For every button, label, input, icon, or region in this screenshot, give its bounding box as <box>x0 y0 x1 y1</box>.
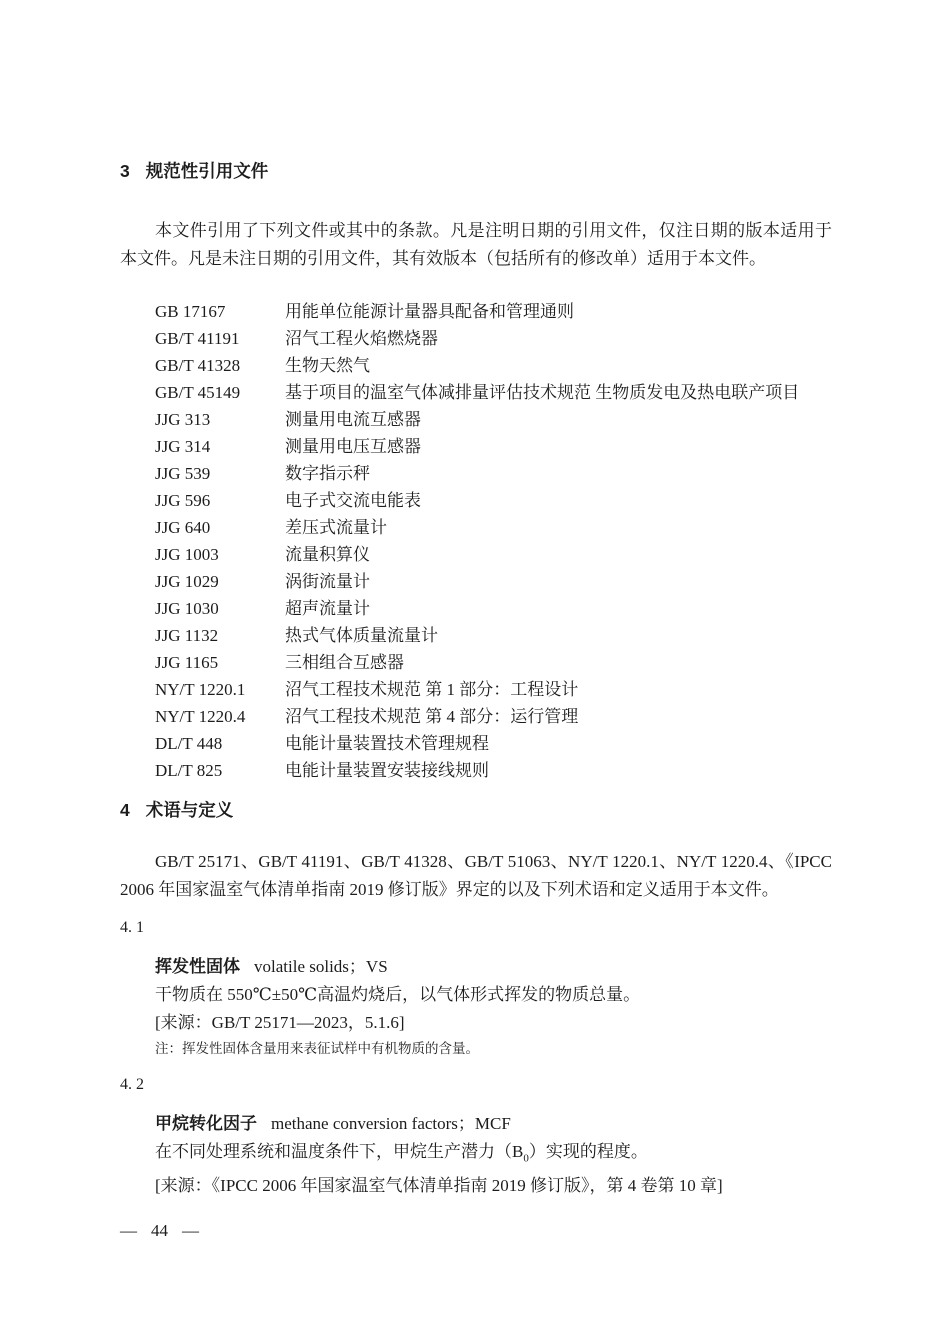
reference-code: GB/T 45149 <box>155 383 241 402</box>
reference-title: 流量积算仪 <box>285 545 370 564</box>
reference-row <box>120 730 832 757</box>
reference-code: JJG 596 <box>155 491 211 510</box>
reference-code: JJG 314 <box>155 437 211 456</box>
reference-title: 数字指示秤 <box>285 464 370 483</box>
section3-heading-title: 规范性引用文件 <box>145 161 269 181</box>
reference-title: 电子式交流电能表 <box>285 491 421 510</box>
reference-row <box>120 757 832 784</box>
term-block-4-2 <box>155 1110 832 1200</box>
reference-code: JJG 640 <box>155 518 211 537</box>
reference-title: 电能计量装置技术管理规程 <box>285 734 489 753</box>
reference-title: 电能计量装置安装接线规则 <box>285 761 489 780</box>
reference-title: 三相组合互感器 <box>285 653 404 672</box>
term-4-1-english: volatile solids；VS <box>254 957 388 976</box>
reference-code: JJG 1003 <box>155 545 219 564</box>
reference-title: 沼气工程技术规范 第 4 部分：运行管理 <box>285 707 579 726</box>
reference-row <box>120 541 832 568</box>
reference-code: GB 17167 <box>155 302 226 321</box>
reference-code: JJG 539 <box>155 464 211 483</box>
clause-4-2-number: 4. 2 <box>120 1076 144 1093</box>
reference-row <box>120 649 832 676</box>
term-4-2-title-line <box>155 1110 832 1138</box>
reference-title: 测量用电压互感器 <box>285 437 421 456</box>
reference-code: JJG 1165 <box>155 653 219 672</box>
term-4-2-definition-post: ）实现的程度。 <box>528 1142 648 1161</box>
reference-row <box>120 703 832 730</box>
term-4-1-definition: 干物质在 550℃±50℃高温灼烧后，以气体形式挥发的物质总量。 <box>155 985 641 1004</box>
section4-heading-title: 术语与定义 <box>145 800 234 820</box>
reference-row <box>120 595 832 622</box>
term-4-2-english: methane conversion factors；MCF <box>271 1114 511 1133</box>
reference-row <box>120 406 832 433</box>
term-4-2-chinese: 甲烷转化因子 <box>155 1114 257 1133</box>
reference-title: 测量用电流互感器 <box>285 410 421 429</box>
section3-heading <box>120 161 832 181</box>
reference-code: GB/T 41191 <box>155 329 240 348</box>
reference-code: JJG 1132 <box>155 626 219 645</box>
term-4-1-source: [来源：GB/T 25171—2023，5.1.6] <box>155 1013 405 1032</box>
reference-code: NY/T 1220.1 <box>155 680 246 699</box>
footer-dash-left: — <box>120 1221 137 1240</box>
term-4-2-definition <box>155 1138 832 1172</box>
reference-row <box>120 433 832 460</box>
page-number: 44 <box>151 1221 168 1240</box>
reference-title: 基于项目的温室气体减排量评估技术规范 生物质发电及热电联产项目 <box>285 383 800 402</box>
term-block-4-1 <box>155 953 832 1061</box>
reference-title: 热式气体质量流量计 <box>285 626 438 645</box>
reference-row <box>120 568 832 595</box>
reference-title: 超声流量计 <box>285 599 370 618</box>
term-4-1-note: 注：挥发性固体含量用来表征试样中有机物质的含量。 <box>155 1041 479 1056</box>
section4-heading <box>120 800 832 820</box>
reference-row <box>120 352 832 379</box>
reference-code: DL/T 448 <box>155 734 223 753</box>
page-footer <box>120 1220 199 1242</box>
reference-row <box>120 298 832 325</box>
reference-code: JJG 1029 <box>155 572 219 591</box>
term-4-2-source: [来源：《IPCC 2006 年国家温室气体清单指南 2019 修订版》，第 4 卷第 10 章] <box>155 1176 723 1196</box>
section3-heading-number: 3 <box>120 161 130 181</box>
reference-title: 用能单位能源计量器具配备和管理通则 <box>285 302 574 321</box>
term-4-1-chinese: 挥发性固体 <box>155 957 240 976</box>
section4-heading-number: 4 <box>120 800 130 820</box>
term-4-1-title-line <box>155 953 832 981</box>
reference-title: 沼气工程技术规范 第 1 部分：工程设计 <box>285 680 579 699</box>
reference-code: JJG 313 <box>155 410 211 429</box>
reference-row <box>120 487 832 514</box>
reference-code: JJG 1030 <box>155 599 219 618</box>
reference-title: 差压式流量计 <box>285 518 387 537</box>
normative-references-list <box>120 298 832 784</box>
reference-row <box>120 676 832 703</box>
reference-title: 沼气工程火焰燃烧器 <box>285 329 438 348</box>
reference-row <box>120 325 832 352</box>
term-4-2-definition-pre: 在不同处理系统和温度条件下，甲烷生产潜力（B <box>155 1142 524 1161</box>
reference-row <box>120 514 832 541</box>
term-4-2-definition-subscript: 0 <box>523 1152 529 1165</box>
reference-title: 生物天然气 <box>285 356 370 375</box>
reference-row <box>120 622 832 649</box>
reference-title: 涡街流量计 <box>285 572 370 591</box>
footer-dash-right: — <box>182 1221 199 1240</box>
reference-row <box>120 379 832 406</box>
page-content <box>0 161 950 1200</box>
clause-4-1-number: 4. 1 <box>120 919 144 936</box>
reference-code: GB/T 41328 <box>155 356 241 375</box>
section3-intro-paragraph: 本文件引用了下列文件或其中的条款。凡是注明日期的引用文件，仅注日期的版本适用于本文件。凡是未注日期的引用文件，其有效版本（包括所有的修改单）适用于本文件。 <box>120 221 832 268</box>
reference-row <box>120 460 832 487</box>
reference-code: NY/T 1220.4 <box>155 707 246 726</box>
reference-code: DL/T 825 <box>155 761 223 780</box>
section4-intro-paragraph: GB/T 25171、GB/T 41191、GB/T 41328、GB/T 51063、NY/T 1220.1、NY/T 1220.4、《IPCC 2006 年国家温室气体清单指南 2019 修订版》界定的以及下列术语和定义适用于本文件。 <box>120 852 832 899</box>
